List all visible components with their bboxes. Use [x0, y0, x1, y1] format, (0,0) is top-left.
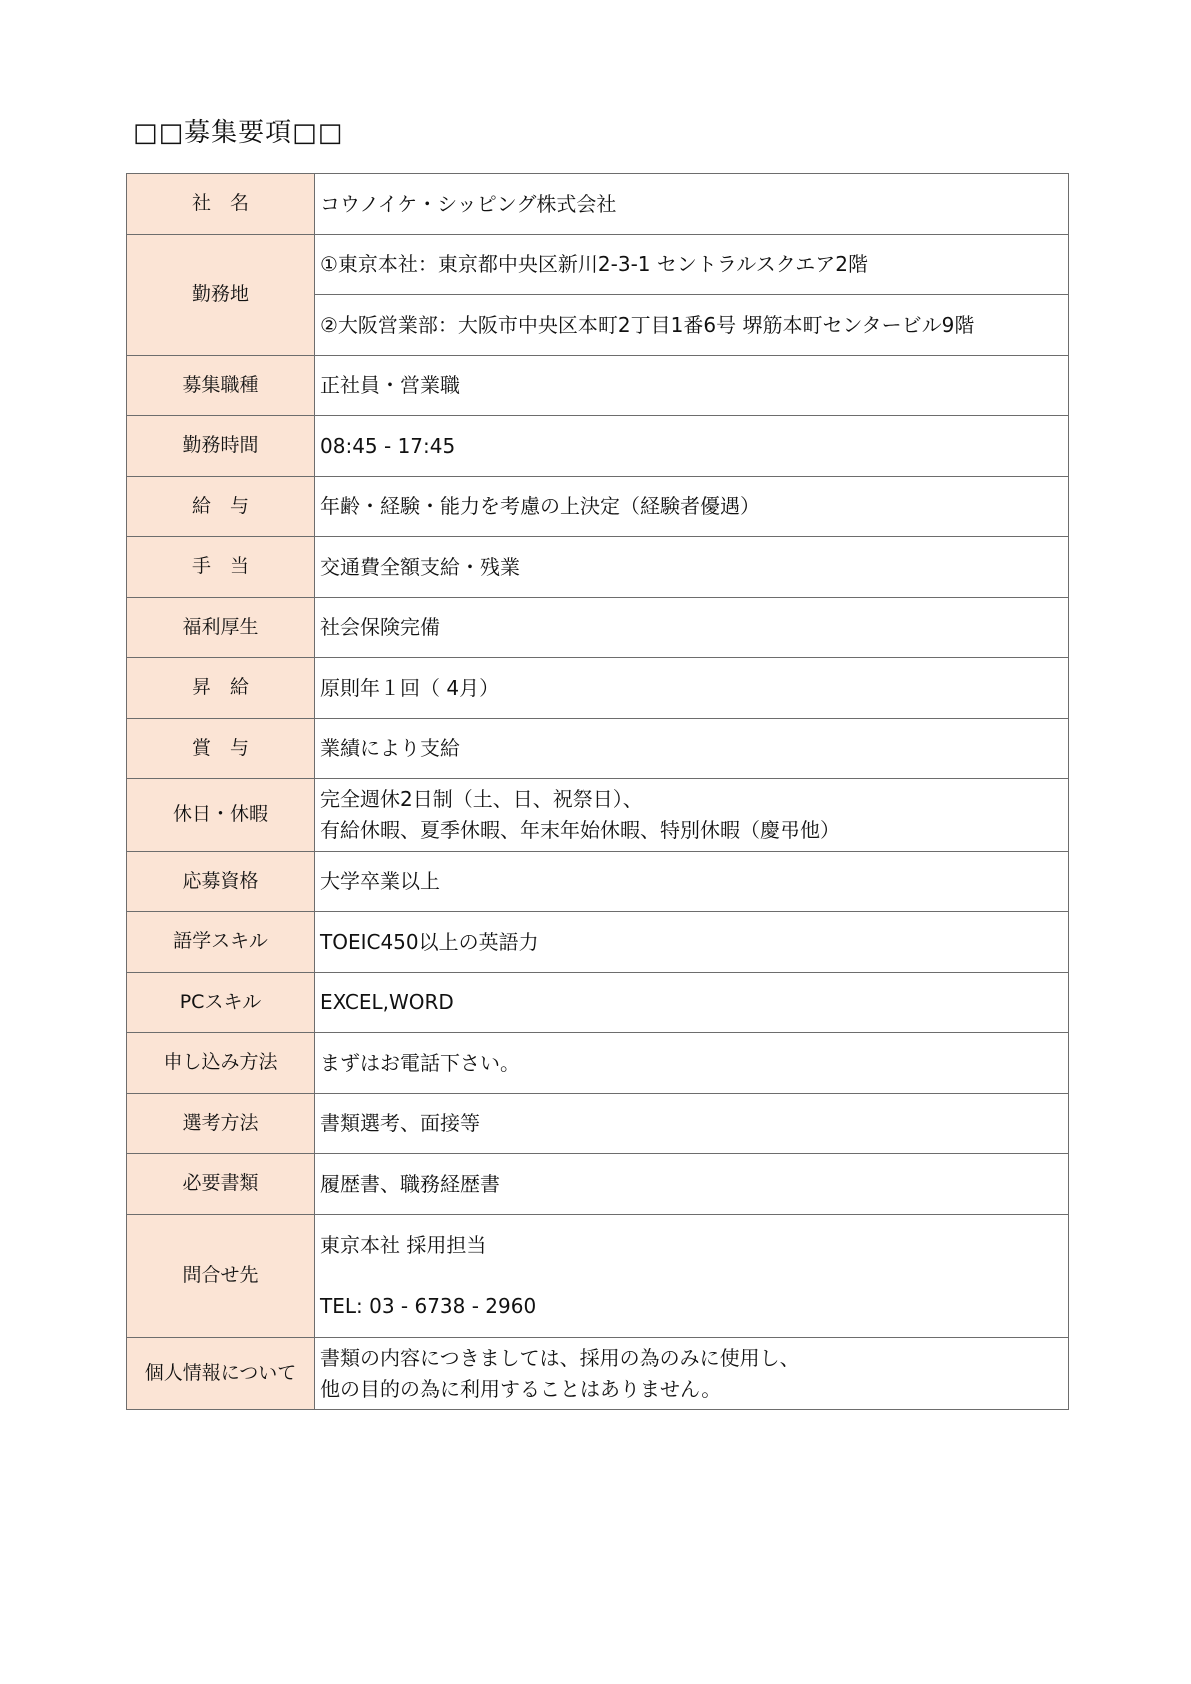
privacy-line-1: 書類の内容につきましては、採用の為のみに使用し、 — [320, 1345, 800, 1370]
row-label-pc-skill: PCスキル — [127, 973, 315, 1033]
row-value-holidays — [315, 779, 1069, 852]
row-value-pc-skill: EXCEL,WORD — [315, 973, 1069, 1033]
row-label-allowance: 手 当 — [127, 537, 315, 598]
holidays-line-2: 有給休暇、夏季休暇、年末年始休暇、特別休暇（慶弔他） — [320, 818, 840, 842]
table-row — [127, 779, 1069, 852]
row-value-documents: 履歴書、職務経歴書 — [315, 1154, 1069, 1215]
table-row — [127, 356, 1069, 416]
table-row — [127, 658, 1069, 719]
table-row — [127, 719, 1069, 779]
table-row — [127, 477, 1069, 537]
row-value-bonus: 業績により支給 — [315, 719, 1069, 779]
row-label-documents: 必要書類 — [127, 1154, 315, 1215]
row-label-location: 勤務地 — [127, 235, 315, 356]
row-label-contact: 問合せ先 — [127, 1215, 315, 1338]
row-value-hours: 08:45 - 17:45 — [315, 416, 1069, 477]
recruitment-table — [126, 173, 1069, 1410]
table-row — [127, 852, 1069, 912]
row-label-hours: 勤務時間 — [127, 416, 315, 477]
row-value-language: TOEIC450以上の英語力 — [315, 912, 1069, 973]
table-row — [127, 1215, 1069, 1338]
table-row — [127, 1033, 1069, 1094]
row-label-company: 社 名 — [127, 174, 315, 235]
row-label-job-type: 募集職種 — [127, 356, 315, 416]
table-row — [127, 235, 1069, 295]
row-value-privacy — [315, 1338, 1069, 1410]
row-value-apply-method: まずはお電話下さい。 — [315, 1033, 1069, 1094]
row-value-contact — [315, 1215, 1069, 1338]
row-label-welfare: 福利厚生 — [127, 598, 315, 658]
row-label-raise: 昇 給 — [127, 658, 315, 719]
table-row — [127, 174, 1069, 235]
row-value-allowance: 交通費全額支給・残業 — [315, 537, 1069, 598]
row-label-bonus: 賞 与 — [127, 719, 315, 779]
row-label-qualification: 応募資格 — [127, 852, 315, 912]
row-label-apply-method: 申し込み方法 — [127, 1033, 315, 1094]
table-row — [127, 1094, 1069, 1154]
contact-department: 東京本社 採用担当 — [320, 1233, 487, 1257]
row-value-location-osaka: ②大阪営業部：大阪市中央区本町2丁目1番6号 堺筋本町センタービル9階 — [315, 295, 1069, 356]
table-row — [127, 1338, 1069, 1410]
privacy-line-2: 他の目的の為に利用することはありません。 — [320, 1376, 722, 1401]
row-label-holidays: 休日・休暇 — [127, 779, 315, 852]
row-value-company: コウノイケ・シッピング株式会社 — [315, 174, 1069, 235]
row-label-language: 語学スキル — [127, 912, 315, 973]
row-value-raise: 原則年１回（ 4月） — [315, 658, 1069, 719]
row-label-selection: 選考方法 — [127, 1094, 315, 1154]
table-row — [127, 912, 1069, 973]
table-row — [127, 598, 1069, 658]
row-value-selection: 書類選考、面接等 — [315, 1094, 1069, 1154]
row-label-salary: 給 与 — [127, 477, 315, 537]
row-value-location-tokyo: ①東京本社：東京都中央区新川2-3-1 セントラルスクエア2階 — [315, 235, 1069, 295]
row-value-welfare: 社会保険完備 — [315, 598, 1069, 658]
table-row — [127, 416, 1069, 477]
row-value-qualification: 大学卒業以上 — [315, 852, 1069, 912]
row-label-privacy: 個人情報について — [127, 1338, 315, 1410]
table-row — [127, 973, 1069, 1033]
table-row — [127, 1154, 1069, 1215]
contact-phone: TEL: 03 - 6738 - 2960 — [320, 1294, 537, 1318]
row-value-job-type: 正社員・営業職 — [315, 356, 1069, 416]
table-row — [127, 537, 1069, 598]
row-value-salary: 年齢・経験・能力を考慮の上決定（経験者優遇） — [315, 477, 1069, 537]
page-title: □□募集要項□□ — [133, 118, 344, 148]
holidays-line-1: 完全週休2日制（土、日、祝祭日）、 — [320, 787, 643, 811]
